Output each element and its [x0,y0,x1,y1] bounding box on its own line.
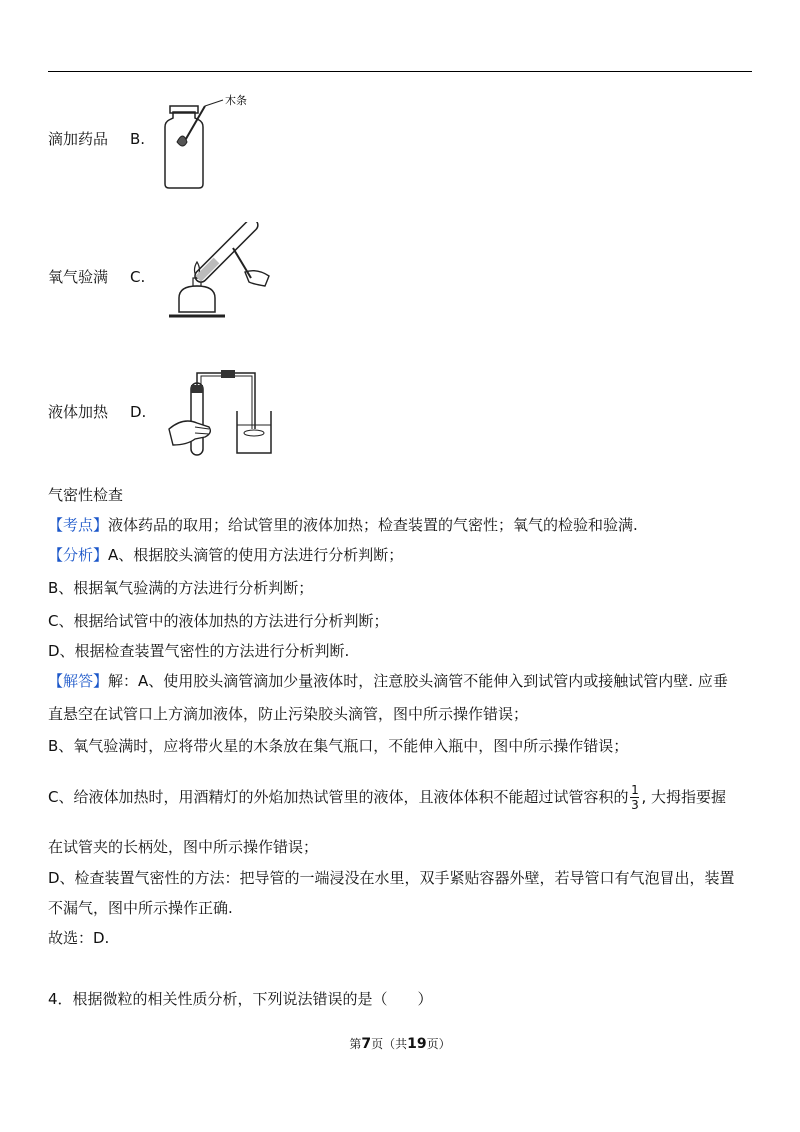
answer-line: 故选：D. [48,929,110,947]
jieda-line4-pre: C、给液体加热时，用酒精灯的外焰加热试管里的液体，且液体体积不能超过试管容积的 [48,788,629,806]
airtightness-label: 气密性检查 [48,486,124,504]
fenxi-tag: 【分析】 [48,546,109,564]
test-tube-heating-figure [165,222,277,322]
option-c-row [48,266,166,287]
option-letter: C. [130,267,146,286]
fraction-denominator: 3 [631,798,639,812]
jieda-line-6: D、检查装置气密性的方法：把导管的一端浸没在水里，双手紧贴容器外壁，若导管口有气泡冒出，装置 [48,869,735,887]
fenxi-text: A、根据胶头滴管的使用方法进行分析判断； [108,546,404,564]
jieda-line-4 [48,783,726,811]
option-label: 液体加热 [48,403,109,421]
jieda-line-3: B、氧气验满时，应将带火星的木条放在集气瓶口，不能伸入瓶中，图中所示操作错误； [48,737,629,755]
fenxi-line-1 [48,544,403,566]
page-footer [0,1035,800,1052]
jieda-line-1 [48,670,728,692]
option-letter: B. [130,129,146,148]
kaodian-text: 液体药品的取用；给试管里的液体加热；检查装置的气密性；氧气的检验和验满. [108,516,638,534]
jieda-tag: 【解答】 [48,672,109,690]
option-letter: D. [130,402,147,421]
top-rule [48,71,752,72]
option-label: 氧气验满 [48,268,109,286]
footer-post: 页） [426,1037,451,1051]
jieda-line-5: 在试管夹的长柄处，图中所示操作错误； [48,838,319,856]
jieda-text: 解：A、使用胶头滴管滴加少量液体时，注意胶头滴管不能伸入到试管内或接触试管内壁. 应垂 [108,672,728,690]
jieda-line4-post: , 大拇指要握 [641,788,727,806]
footer-page: 7 [361,1036,372,1052]
kaodian-tag: 【考点】 [48,516,109,534]
fenxi-line-4: D、根据检查装置气密性的方法进行分析判断. [48,642,350,660]
airtightness-check-figure [165,367,280,459]
fenxi-line-3: C、根据给试管中的液体加热的方法进行分析判断； [48,612,389,630]
footer-mid: 页（共 [371,1037,408,1051]
jieda-line-7: 不漏气，图中所示操作正确. [48,899,233,917]
footer-total: 19 [407,1036,427,1052]
option-d-row [48,401,166,422]
fraction-numerator: 1 [631,783,639,797]
fenxi-line-2: B、根据氧气验满的方法进行分析判断； [48,579,314,597]
fraction [630,784,639,811]
question-4: 4．根据微粒的相关性质分析，下列说法错误的是（ ） [48,990,433,1008]
kaodian-line [48,514,638,536]
jieda-line-2: 直悬空在试管口上方滴加液体，防止污染胶头滴管，图中所示操作错误； [48,705,529,723]
footer-pre: 第 [349,1037,362,1051]
option-label: 滴加药品 [48,130,109,148]
wood-stick-label: 木条 [225,94,247,107]
gas-bottle-wood-stick-figure [155,92,265,192]
option-b-row [48,128,166,149]
